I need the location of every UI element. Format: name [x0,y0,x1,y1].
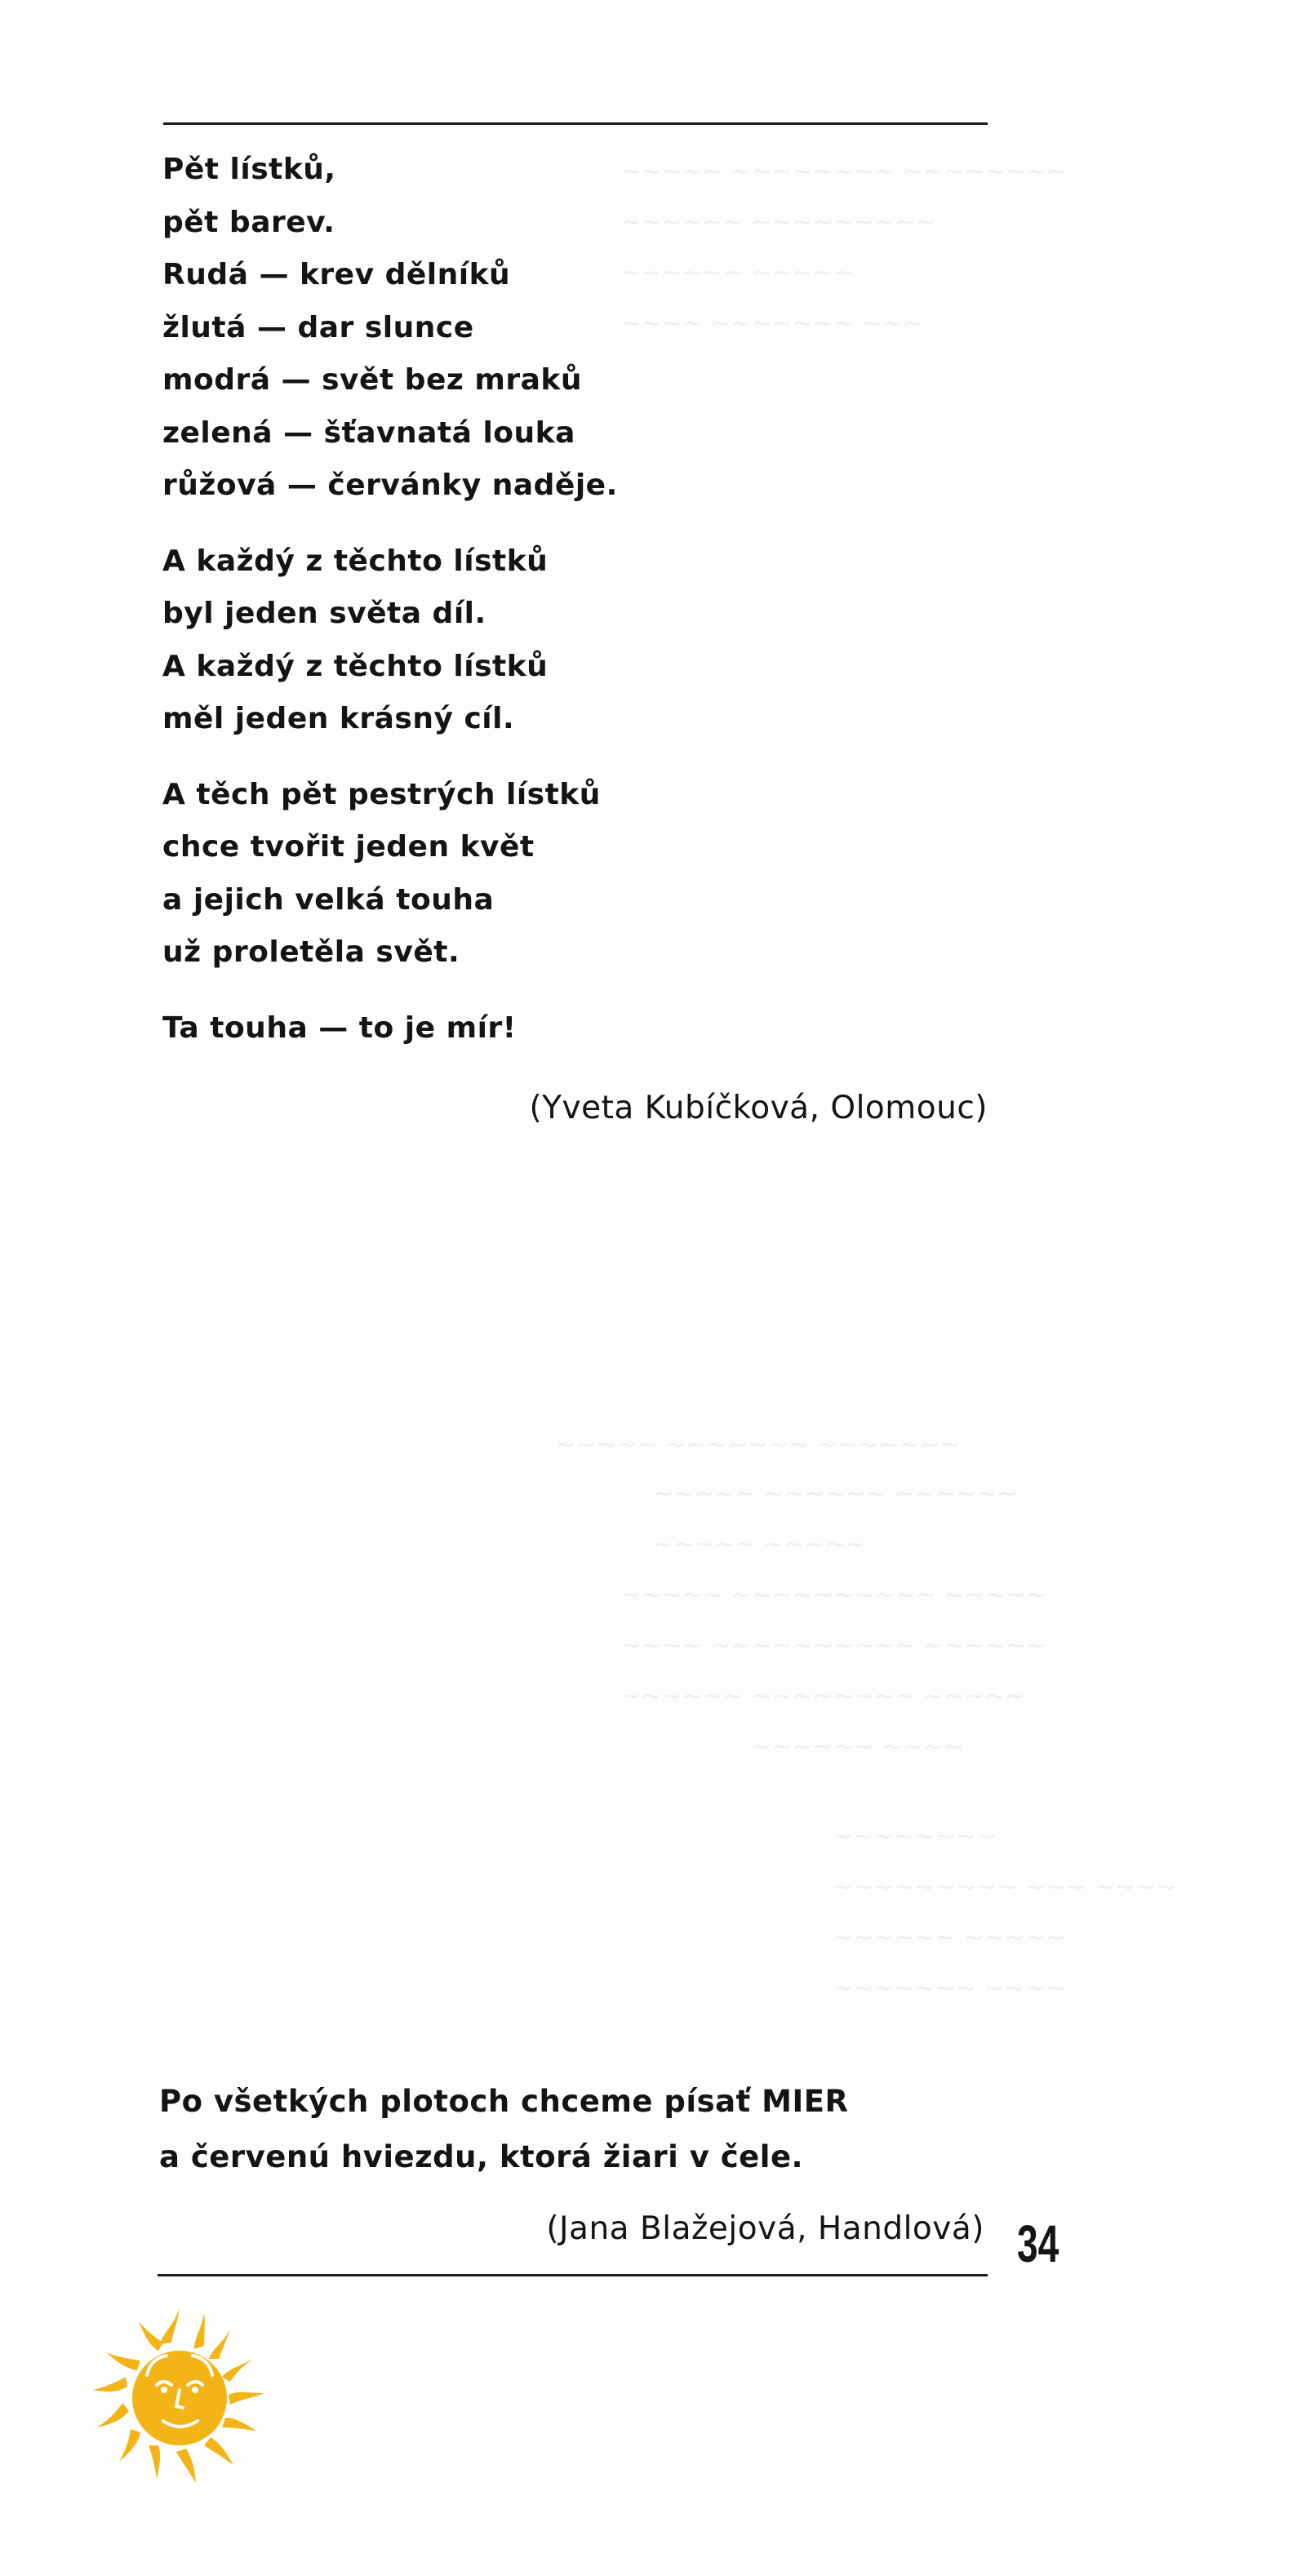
poem-line: Rudá — krev dělníků [162,258,511,291]
poem-line: modrá — svět bez mraků [162,363,582,397]
poem-two [159,2074,975,2185]
stanza-3 [162,769,897,979]
poem-line: a červenú hviezdu, ktorá žiari v čele. [159,2139,804,2174]
poem-line: už proletěla svět. [162,935,460,969]
poem-line: měl jeden krásný cíl. [162,702,515,735]
poem-line: Ta touha — to je mír! [162,1010,517,1045]
stanza-1 [162,144,897,513]
top-rule [163,122,988,125]
poem-line: A každý z těchto lístků [162,649,549,683]
poem-line: Po všetkých plotoch chceme písať MIER [159,2084,849,2119]
sun-face-icon [82,2302,278,2489]
page-number: 34 [1017,2214,1059,2273]
stanza-4 [162,1002,897,1055]
poem-line: růžová — červánky naděje. [162,469,618,502]
poem-line: byl jeden světa díl. [162,597,486,630]
poem-line: A každý z těchto lístků [162,544,549,578]
poem-line: chce tvořit jeden květ [162,830,535,864]
bottom-rule [158,2274,988,2276]
poem-line: pět barev. [162,205,335,239]
poem-line: a jejich velká touha [162,882,495,917]
poem-one-attribution: (Yveta Kubíčková, Olomouc) [529,1090,988,1126]
poem-line: zelená — šťavnatá louka [162,415,575,450]
poem-line: Pět lístků, [162,153,336,186]
stanza-2 [162,535,897,746]
poem-line: A těch pět pestrých lístků [162,777,601,811]
poem-one [162,144,897,1077]
poem-line: žlutá — dar slunce [162,310,474,344]
poem-two-attribution: (Jana Blažejová, Handlová) [546,2210,984,2247]
